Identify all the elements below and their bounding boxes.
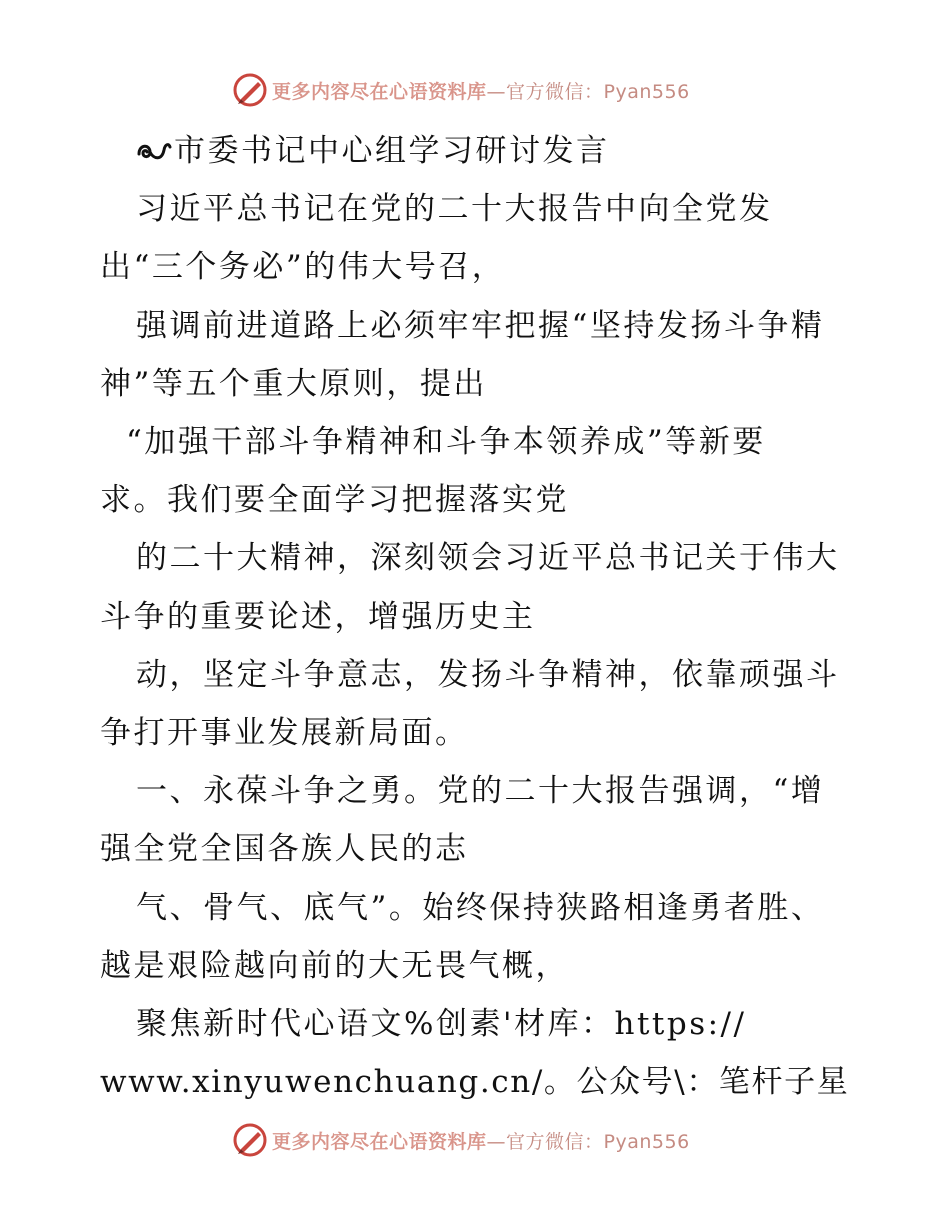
pen-logo-icon [232, 72, 268, 108]
body-line: 出“三个务必”的伟大号召， [100, 249, 506, 286]
body-line: 习近平总书记在党的二十大报告中向全党发 [136, 191, 773, 228]
body-line: 动，坚定斗争意志，发扬斗争精神，依靠顽强斗 [136, 656, 840, 693]
document-body [100, 122, 860, 1111]
body-line: “加强干部斗争精神和斗争本领养成”等新要 [126, 424, 766, 461]
ornament-icon [136, 138, 172, 164]
footer-watermark-banner [232, 1120, 752, 1160]
document-title: 市委书记中心组学习研讨发言 [100, 122, 860, 180]
body-line: 一、永葆斗争之勇。党的二十大报告强调，“增 [136, 773, 825, 810]
body-line: www.xinyuwenchuang.cn/。公众号\：笔杆子星 [100, 1064, 850, 1101]
banner-wechat-text: —官方微信：Pyan556 [486, 80, 690, 103]
pen-logo-icon [232, 1122, 268, 1158]
body-line: 的二十大精神，深刻领会习近平总书记关于伟大 [136, 540, 840, 577]
body-line: 斗争的重要论述，增强历史主 [100, 598, 536, 635]
body-line: 求。我们要全面学习把握落实党 [100, 482, 569, 519]
body-line: 争打开事业发展新局面。 [100, 715, 469, 752]
body-line: 气、骨气、底气”。始终保持狭路相逢勇者胜、 [136, 889, 825, 926]
body-line: 聚焦新时代心语文%创素'材库：https:// [136, 1006, 747, 1043]
body-line: 越是艰险越向前的大无畏气概， [100, 947, 569, 984]
body-line: 神”等五个重大原则，提出 [100, 365, 487, 402]
body-line: 强调前进道路上必须牢牢把握“坚持发扬斗争精 [136, 307, 825, 344]
banner-main-text: 更多内容尽在心语资料库 [272, 80, 487, 103]
body-line: 强全党全国各族人民的志 [100, 831, 469, 868]
banner-main-text: 更多内容尽在心语资料库 [272, 1130, 487, 1153]
header-watermark-banner [232, 70, 752, 110]
banner-wechat-text: —官方微信：Pyan556 [486, 1130, 690, 1153]
